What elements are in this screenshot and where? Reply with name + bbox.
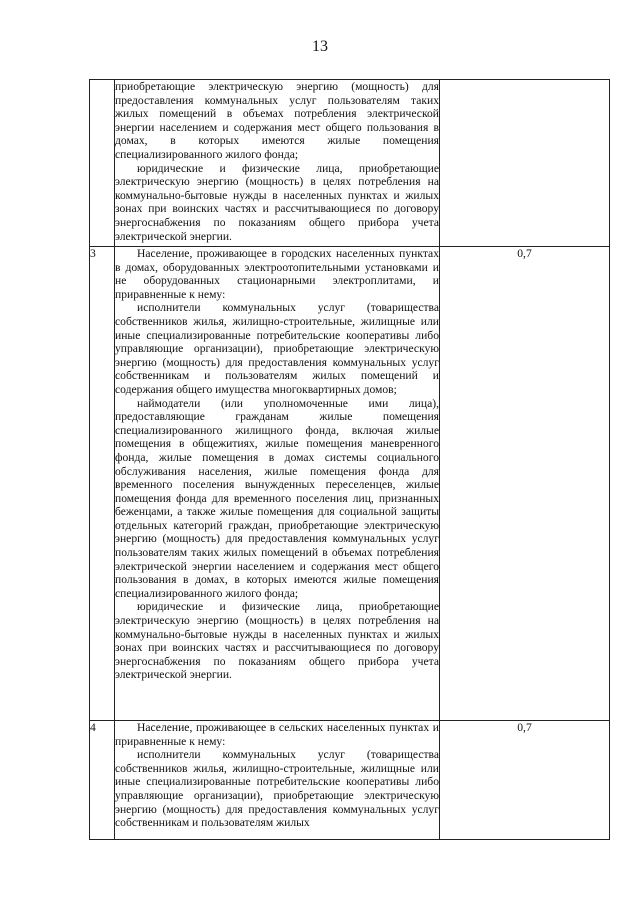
table-row — [90, 80, 610, 247]
table-row — [90, 247, 610, 721]
table-row — [90, 721, 610, 840]
row-description — [115, 721, 440, 840]
row-number: 3 — [90, 247, 115, 721]
row-description — [115, 80, 440, 247]
paragraph: исполнители коммунальных услуг (товарищества собственников жилья, жилищно-строительные, жилищные или иные специализированные потребительские кооперативы либо управляющие организации), приобретающие электрическую энергию (мощность) для предоставления коммунальных услуг собственникам и пользователям жилых помещений и содержания общего имущества многоквартирных домов; — [115, 301, 439, 396]
paragraph: наймодатели (или уполномоченные ими лица), предоставляющие гражданам жилые помещения специализированного жилищного фонда, включая жилые помещения в общежитиях, жилые помещения маневренного фонда, жилые помещения в домах системы социального обслуживания населения, жилые помещения фонда для временного поселения вынужденных переселенцев, жилые помещения фонда для временного поселения лиц, признанных беженцами, а также жилые помещения для социальной защиты отдельных категорий граждан, приобретающие электрическую энергию (мощность) для предоставления коммунальных услуг пользователям таких жилых помещений в объемах потребления электрической энергии населением и содержания мест общего пользования в домах, в которых имеются жилые помещения специализированного жилого фонда; — [115, 396, 439, 600]
paragraph: юридические и физические лица, приобретающие электрическую энергию (мощность) в целях потребления на коммунально-бытовые нужды в населенных пунктах и жилых зонах при воинских частях и рассчитывающиеся по договору энергоснабжения по показаниям общего прибора учета электрической энергии. — [115, 161, 439, 243]
paragraph: исполнители коммунальных услуг (товарищества собственников жилья, жилищно-строительные, жилищные или иные специализированные потребительские кооперативы либо управляющие организации), приобретающие электрическую энергию (мощность) для предоставления коммунальных услуг собственникам и пользователям жилых — [115, 748, 439, 830]
paragraph: Население, проживающее в сельских населенных пунктах и приравненные к нему: — [115, 721, 439, 748]
paragraph: юридические и физические лица, приобретающие электрическую энергию (мощность) в целях потребления на коммунально-бытовые нужды в населенных пунктах и жилых зонах при воинских частях и рассчитывающиеся по договору энергоснабжения по показаниям общего прибора учета электрической энергии. — [115, 600, 439, 682]
paragraph: Население, проживающее в городских населенных пунктах в домах, оборудованных электроотопительными установками и не оборудованных стационарными электроплитами, и приравненные к нему: — [115, 247, 439, 301]
page-number: 13 — [312, 38, 328, 55]
tariff-table — [89, 79, 610, 840]
row-value: 0,7 — [440, 721, 610, 840]
row-number: 4 — [90, 721, 115, 840]
paragraph: приобретающие электрическую энергию (мощность) для предоставления коммунальных услуг пользователям таких жилых помещений в объемах потребления электрической энергии населением и содержания мест общего пользования в домах, в которых имеются жилые помещения специализированного жилого фонда; — [115, 80, 439, 161]
row-value: 0,7 — [440, 247, 610, 721]
row-value — [440, 80, 610, 247]
row-number — [90, 80, 115, 247]
row-description — [115, 247, 440, 721]
